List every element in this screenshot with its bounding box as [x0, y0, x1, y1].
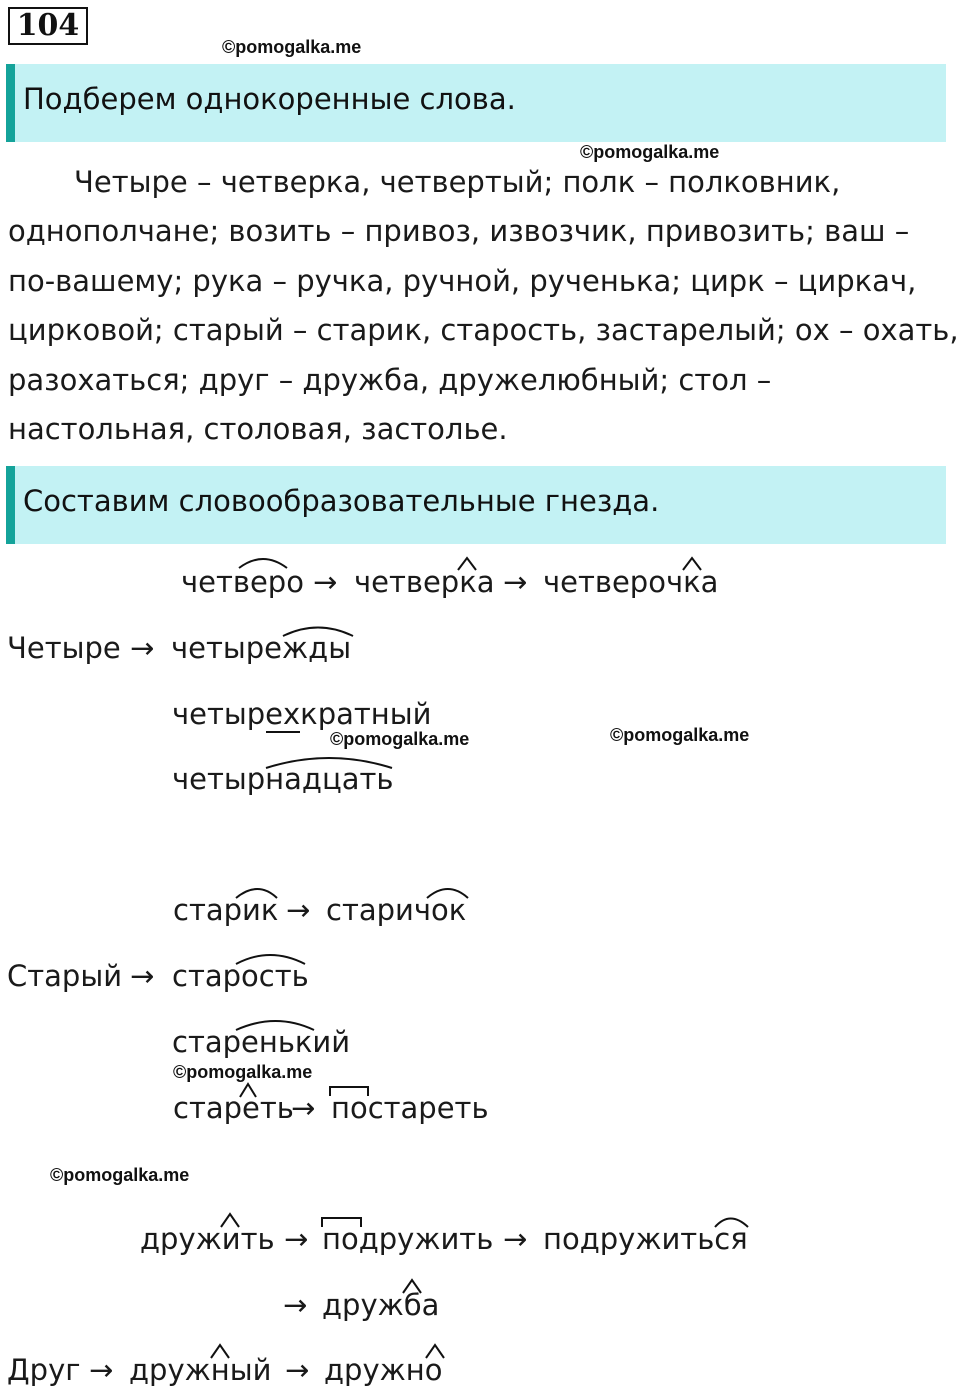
watermark: ©pomogalka.me: [50, 1165, 190, 1185]
word-starat: стареть: [173, 1091, 294, 1125]
word-chetyrezhdy: четырежды: [171, 631, 352, 665]
word-chetvero: четверо: [181, 565, 304, 599]
watermark: ©pomogalka.me: [580, 142, 720, 162]
root-word-staryi: Старый: [7, 959, 123, 993]
watermark: ©pomogalka.me: [610, 725, 750, 745]
word-druzhit: дружить: [140, 1222, 275, 1256]
watermark: ©pomogalka.me: [222, 37, 362, 57]
paragraph-line: однополчане; возить – привоз, извозчик, привозить; ваш –: [8, 214, 910, 249]
arrow-icon: →: [283, 1288, 308, 1322]
word-chetverochka: четверочка: [543, 565, 719, 599]
word-starost: старость: [172, 959, 309, 993]
root-word-chetyre: Четыре: [7, 631, 121, 665]
word-druzhno: дружно: [324, 1353, 443, 1387]
paragraph-line: Четыре – четверка, четвертый; полк – полковник,: [74, 165, 841, 199]
exercise-number: 104: [8, 7, 88, 45]
watermark: ©pomogalka.me: [173, 1062, 313, 1082]
section-title-1: Подберем однокоренные слова.: [23, 82, 516, 116]
paragraph-line: разохаться; друг – дружба, дружелюбный; стол –: [8, 362, 772, 397]
section-banner-1: [6, 64, 946, 142]
arrow-icon: →: [503, 565, 528, 599]
paragraph-line: настольная, столовая, застолье.: [8, 412, 508, 447]
word-druzhba: дружба: [322, 1288, 440, 1322]
arrow-icon: →: [291, 1091, 316, 1125]
word-podruzhitsya: подружиться: [543, 1222, 748, 1256]
word-starichok: старичок: [326, 893, 467, 927]
word-chetyrekhkratny: четырехкратный: [172, 697, 432, 731]
arrow-icon: →: [130, 959, 155, 993]
word-chetyrnadtsat: четырнадцать: [172, 762, 394, 796]
section-title-2: Составим словообразовательные гнезда.: [23, 484, 660, 518]
root-word-drug: Друг: [7, 1353, 81, 1387]
arrow-icon: →: [313, 565, 338, 599]
word-postaret: постареть: [331, 1091, 489, 1125]
arrow-icon: →: [284, 1222, 309, 1256]
arrow-icon: →: [503, 1222, 528, 1256]
arrow-icon: →: [286, 893, 311, 927]
paragraph-line: цирковой; старый – старик, старость, застарелый; ох – охать,: [8, 313, 959, 348]
word-druzhny: дружный: [129, 1353, 272, 1387]
section-banner-2: [6, 466, 946, 544]
arrow-icon: →: [89, 1353, 114, 1387]
word-starenky: старенький: [172, 1025, 351, 1059]
word-podruzhit: подружить: [322, 1222, 494, 1256]
word-chetverka: четверка: [354, 565, 495, 599]
arrow-icon: →: [130, 631, 155, 665]
answer-paragraph: [8, 158, 958, 454]
paragraph-line: по-вашему; рука – ручка, ручной, рученька; цирк – циркач,: [8, 263, 917, 298]
word-starik: старик: [173, 893, 279, 927]
arrow-icon: →: [285, 1353, 310, 1387]
watermark: ©pomogalka.me: [330, 729, 470, 749]
